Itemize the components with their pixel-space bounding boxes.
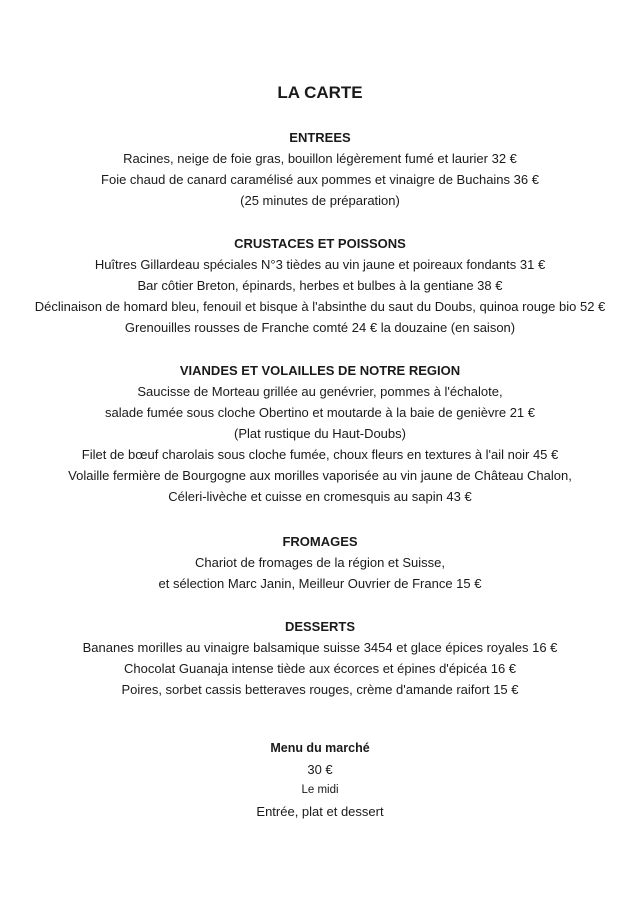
menu-item: Grenouilles rousses de Franche comté 24 € la douzaine (en saison) — [124, 320, 516, 335]
menu-note: (Plat rustique du Haut-Doubs) — [234, 426, 406, 441]
menu-item: Chocolat Guanaja intense tiède aux écorces et épines d'épicéa 16 € — [123, 661, 517, 676]
menu-note: (25 minutes de préparation) — [240, 193, 400, 208]
menu-item: Foie chaud de canard caramélisé aux pommes et vinaigre de Buchains 36 € — [101, 172, 539, 187]
menu-item: Céleri-livèche et cuisse en cromesquis au sapin 43 € — [168, 489, 472, 504]
page-title: LA CARTE — [277, 83, 363, 102]
section-heading: CRUSTACES ET POISSONS — [234, 236, 406, 251]
section-heading: ENTREES — [289, 130, 351, 145]
menu-item: Volaille fermière de Bourgogne aux morilles vaporisée au vin jaune de Château Chalon, — [68, 468, 572, 483]
menu-item: Déclinaison de homard bleu, fenouil et bisque à l'absinthe du saut du Doubs, quinoa rouge bio 52 € — [34, 299, 606, 314]
section-heading: DESSERTS — [284, 619, 356, 634]
menu-du-marche-when: Le midi — [301, 784, 339, 796]
menu-du-marche-price: 30 € — [307, 762, 333, 777]
menu-item: Filet de bœuf charolais sous cloche fumée, choux fleurs en textures à l'ail noir 45 € — [81, 447, 559, 462]
menu-item: Bar côtier Breton, épinards, herbes et bulbes à la gentiane 38 € — [137, 278, 503, 293]
section-entrees — [0, 127, 640, 211]
section-crustaces-poissons — [0, 233, 640, 338]
menu-item: Poires, sorbet cassis betteraves rouges, crème d'amande raifort 15 € — [121, 682, 519, 697]
menu-item: salade fumée sous cloche Obertino et moutarde à la baie de genièvre 21 € — [105, 405, 535, 420]
section-viandes-volailles — [0, 360, 640, 507]
section-menu-du-marche — [0, 738, 640, 822]
menu-item: Chariot de fromages de la région et Suisse, — [194, 555, 446, 570]
menu-du-marche-contents: Entrée, plat et dessert — [256, 804, 384, 819]
menu-item: et sélection Marc Janin, Meilleur Ouvrier de France 15 € — [158, 576, 482, 591]
menu-du-marche-heading: Menu du marché — [270, 741, 370, 755]
section-heading: FROMAGES — [282, 534, 358, 549]
menu-item: Huîtres Gillardeau spéciales N°3 tièdes au vin jaune et poireaux fondants 31 € — [94, 257, 546, 272]
menu-item: Bananes morilles au vinaigre balsamique suisse 3454 et glace épices royales 16 € — [82, 640, 558, 655]
section-heading: VIANDES ET VOLAILLES DE NOTRE REGION — [179, 363, 461, 378]
menu-item: Racines, neige de foie gras, bouillon légèrement fumé et laurier 32 € — [123, 151, 517, 166]
section-desserts — [0, 616, 640, 700]
menu-item: Saucisse de Morteau grillée au genévrier, pommes à l'échalote, — [137, 384, 503, 399]
section-fromages — [0, 531, 640, 594]
